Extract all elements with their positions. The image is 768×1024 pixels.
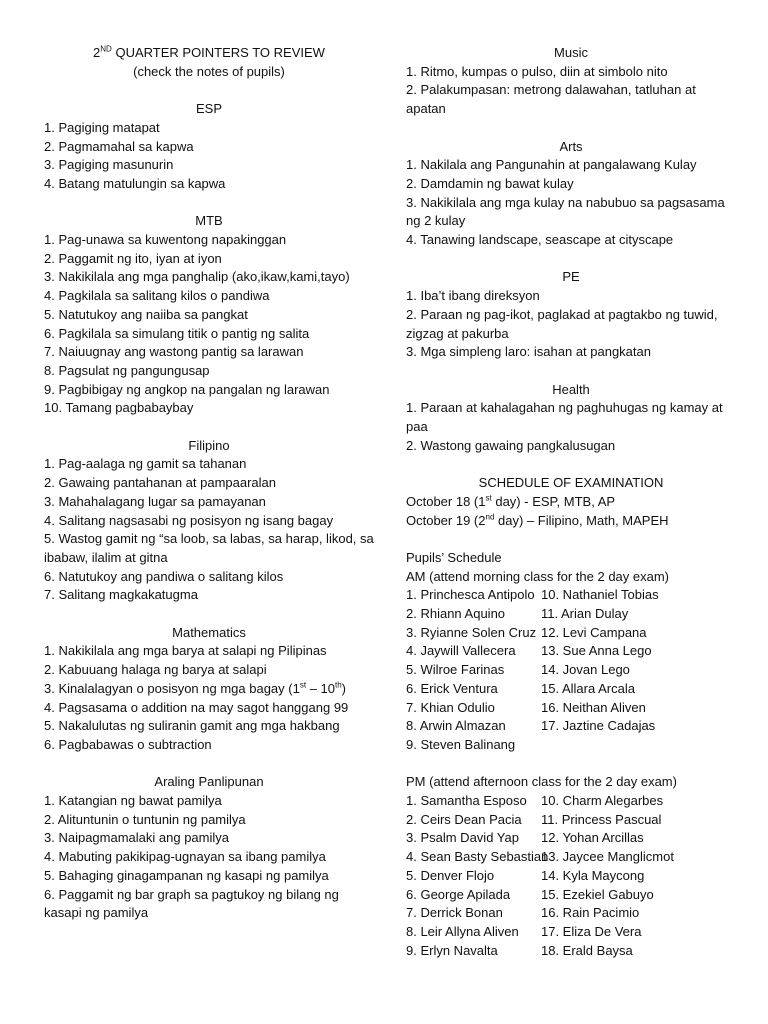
list-item: 5. Wastog gamit ng “sa loob, sa labas, sa harap, likod, sa ibabaw, ilalim at gitna — [44, 531, 374, 565]
list-item: 4. Pagkilala sa salitang kilos o pandiwa — [44, 288, 270, 304]
list-item: 17. Eliza De Vera — [541, 923, 642, 939]
list-item: 2. Paggamit ng ito, iyan at iyon — [44, 250, 222, 266]
list-item: 10. Charm Alegarbes — [541, 793, 664, 809]
health-list — [406, 399, 736, 455]
list-item: 2. Wastong gawaing pangkalusugan — [406, 437, 616, 453]
spacer — [406, 530, 736, 549]
list-item: 11. Arian Dulay — [541, 606, 629, 622]
list-item: 3. Kinalalagyan o posisyon ng mga bagay (1st – 10th) — [44, 680, 347, 696]
ap-list — [44, 792, 374, 923]
list-item: 10. Tamang pagbabaybay — [44, 400, 194, 416]
list-item: 12. Levi Campana — [541, 624, 647, 640]
list-item: 2. Rhiann Aquino — [406, 606, 506, 622]
list-item: 2. Paraan ng pag-ikot, paglakad at pagtakbo ng tuwid, zigzag at pakurba — [406, 306, 718, 341]
list-item: 17. Jaztine Cadajas — [541, 718, 656, 734]
am-pupil-list — [406, 586, 736, 754]
list-item: 4. Tanawing landscape, seascape at cityscape — [406, 232, 674, 248]
list-item: 16. Rain Pacimio — [541, 905, 640, 921]
list-item: 14. Kyla Maycong — [541, 867, 645, 883]
mtb-list — [44, 231, 374, 418]
list-item: 4. Mabuting pakikipag-ugnayan sa ibang pamilya — [44, 849, 326, 865]
list-item: 16. Neithan Aliven — [541, 699, 646, 715]
filipino-list — [44, 455, 374, 605]
arts-heading: Arts — [559, 138, 583, 154]
list-item: 8. Pagsulat ng pangungusap — [44, 362, 210, 378]
list-item: 8. Leir Allyna Aliven — [406, 923, 519, 939]
list-item: 9. Erlyn Navalta — [406, 942, 498, 958]
list-item: 5. Bahaging ginagampanan ng kasapi ng pamilya — [44, 867, 329, 883]
list-item: 13. Jaycee Manglicmot — [541, 849, 674, 865]
list-item: 1. Katangian ng bawat pamilya — [44, 793, 222, 809]
exam-day-1: October 18 (1st day) - ESP, MTB, AP — [406, 493, 616, 509]
filipino-heading: Filipino — [188, 437, 230, 453]
list-item: 1. Nakikilala ang mga barya at salapi ng Pilipinas — [44, 643, 327, 659]
pupils-heading: Pupils’ Schedule — [406, 549, 502, 565]
list-item: 9. Steven Balinang — [406, 736, 516, 752]
spacer — [406, 755, 736, 774]
list-item: 1. Ritmo, kumpas o pulso, diin at simbolo nito — [406, 63, 668, 79]
list-item: 3. Mahahalagang lugar sa pamayanan — [44, 493, 266, 509]
list-item: 6. George Apilada — [406, 886, 511, 902]
list-item — [541, 736, 736, 755]
document-title: 2ND QUARTER POINTERS TO REVIEW — [93, 44, 325, 60]
music-list — [406, 63, 736, 119]
list-item: 7. Salitang magkakatugma — [44, 587, 198, 603]
document-subtitle: (check the notes of pupils) — [133, 63, 285, 79]
list-item: 6. Natutukoy ang pandiwa o salitang kilos — [44, 568, 284, 584]
list-item: 14. Jovan Lego — [541, 662, 630, 678]
list-item: 1. Samantha Esposo — [406, 793, 527, 809]
list-item: 6. Paggamit ng bar graph sa pagtukoy ng bilang ng kasapi ng pamilya — [44, 886, 339, 921]
ap-heading: Araling Panlipunan — [154, 774, 264, 790]
list-item: 6. Erick Ventura — [406, 680, 498, 696]
list-item: 4. Salitang nagsasabi ng posisyon ng isang bagay — [44, 512, 334, 528]
list-item: 1. Pagiging matapat — [44, 119, 160, 135]
list-item: 4. Batang matulungin sa kapwa — [44, 175, 226, 191]
list-item: 4. Sean Basty Sebastian — [406, 849, 549, 865]
mtb-heading: MTB — [195, 213, 223, 229]
list-item: 3. Ryianne Solen Cruz — [406, 624, 537, 640]
list-item: 6. Pagkilala sa simulang titik o pantig ng salita — [44, 325, 310, 341]
esp-list — [44, 119, 374, 194]
list-item: 2. Damdamin ng bawat kulay — [406, 175, 574, 191]
mathematics-list — [44, 642, 374, 754]
list-item: 11. Princess Pascual — [541, 811, 662, 827]
list-item: 3. Mga simpleng laro: isahan at pangkatan — [406, 344, 651, 360]
list-item: 9. Pagbibigay ng angkop na pangalan ng larawan — [44, 381, 330, 397]
list-item: 12. Yohan Arcillas — [541, 830, 644, 846]
list-item: 3. Nakikilala ang mga panghalip (ako,ikaw,kami,tayo) — [44, 269, 350, 285]
list-item: 2. Gawaing pantahanan at pampaaralan — [44, 475, 277, 491]
exam-day-2: October 19 (2nd day) – Filipino, Math, MAPEH — [406, 512, 669, 528]
list-item: 2. Kabuuang halaga ng barya at salapi — [44, 662, 267, 678]
right-column — [406, 44, 736, 960]
am-label: AM (attend morning class for the 2 day exam) — [406, 568, 670, 584]
list-item: 1. Paraan at kahalagahan ng paghuhugas ng kamay at paa — [406, 400, 723, 435]
list-item: 3. Psalm David Yap — [406, 830, 519, 846]
list-item: 7. Derrick Bonan — [406, 905, 503, 921]
list-item: 5. Nakalulutas ng suliranin gamit ang mga hakbang — [44, 718, 340, 734]
list-item: 3. Pagiging masunurin — [44, 157, 174, 173]
list-item: 5. Natutukoy ang naiiba sa pangkat — [44, 306, 248, 322]
arts-list — [406, 156, 736, 250]
list-item: 4. Jaywill Vallecera — [406, 643, 516, 659]
list-item: 4. Pagsasama o addition na may sagot hanggang 99 — [44, 699, 349, 715]
health-heading: Health — [552, 381, 590, 397]
list-item: 1. Nakilala ang Pangunahin at pangalawang Kulay — [406, 157, 697, 173]
music-heading: Music — [554, 45, 588, 60]
list-item: 10. Nathaniel Tobias — [541, 587, 659, 603]
list-item: 1. Princhesca Antipolo — [406, 587, 535, 603]
pm-pupil-list — [406, 792, 736, 960]
list-item: 1. Iba’t ibang direksyon — [406, 288, 540, 304]
pe-list — [406, 287, 736, 362]
list-item: 2. Alituntunin o tuntunin ng pamilya — [44, 811, 246, 827]
list-item: 1. Pag-unawa sa kuwentong napakinggan — [44, 232, 287, 247]
mathematics-heading: Mathematics — [172, 624, 246, 640]
list-item: 3. Naipagmamalaki ang pamilya — [44, 830, 229, 846]
list-item: 15. Ezekiel Gabuyo — [541, 886, 654, 902]
list-item: 2. Ceirs Dean Pacia — [406, 811, 522, 827]
list-item: 2. Palakumpasan: metrong dalawahan, tatluhan at apatan — [406, 82, 696, 117]
list-item: 2. Pagmamahal sa kapwa — [44, 138, 194, 154]
list-item: 7. Naiuugnay ang wastong pantig sa larawan — [44, 344, 304, 360]
list-item: 15. Allara Arcala — [541, 680, 635, 696]
list-item: 5. Wilroe Farinas — [406, 662, 505, 678]
list-item: 18. Erald Baysa — [541, 942, 633, 958]
list-item: 5. Denver Flojo — [406, 867, 495, 883]
list-item: 7. Khian Odulio — [406, 699, 495, 715]
list-item: 1. Pag-aalaga ng gamit sa tahanan — [44, 456, 247, 472]
esp-heading: ESP — [195, 101, 222, 117]
left-column — [44, 44, 374, 923]
list-item: 8. Arwin Almazan — [406, 718, 506, 734]
schedule-heading: SCHEDULE OF EXAMINATION — [478, 475, 664, 491]
pm-label: PM (attend afternoon class for the 2 day exam) — [406, 774, 677, 790]
list-item: 3. Nakikilala ang mga kulay na nabubuo sa pagsasama ng 2 kulay — [406, 194, 725, 229]
list-item: 13. Sue Anna Lego — [541, 643, 652, 659]
pe-heading: PE — [562, 269, 580, 285]
list-item: 6. Pagbabawas o subtraction — [44, 736, 212, 752]
